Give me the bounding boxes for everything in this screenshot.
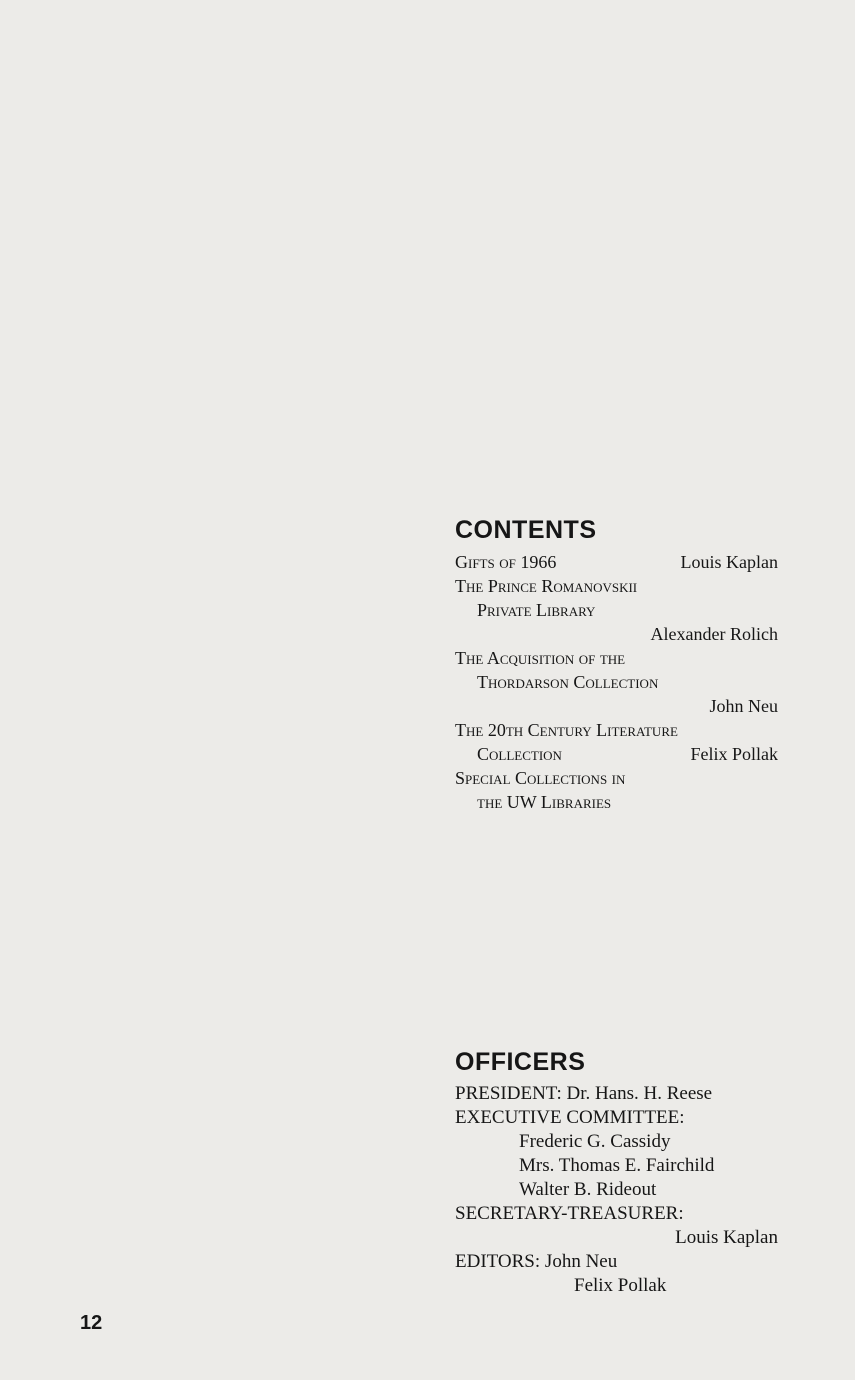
president-line: PRESIDENT: Dr. Hans. H. Reese bbox=[455, 1083, 713, 1104]
entry-title-continued: Thordarson Collection bbox=[477, 672, 659, 692]
officers-heading: OFFICERS bbox=[455, 1048, 586, 1076]
contents-entry bbox=[455, 550, 778, 574]
secretary-treasurer-label: SECRETARY-TREASURER: bbox=[455, 1203, 684, 1224]
committee-member: Walter B. Rideout bbox=[519, 1179, 657, 1200]
contents-entry bbox=[455, 718, 778, 766]
contents-list bbox=[455, 550, 778, 814]
entry-title-continued: Private Library bbox=[477, 600, 596, 620]
contents-heading: CONTENTS bbox=[455, 516, 597, 544]
editor-name: Felix Pollak bbox=[574, 1275, 667, 1296]
entry-author: John Neu bbox=[709, 696, 778, 716]
entry-title: The Acquisition of the bbox=[455, 648, 626, 668]
contents-entry bbox=[455, 766, 778, 814]
officers-list bbox=[455, 1082, 778, 1298]
entry-title: The Prince Romanovskii bbox=[455, 576, 638, 596]
entry-title-continued: Collection bbox=[477, 744, 562, 764]
page-number: 12 bbox=[80, 1312, 103, 1334]
entry-title: Special Collections in bbox=[455, 768, 626, 788]
entry-author: Felix Pollak bbox=[690, 744, 778, 764]
contents-entry bbox=[455, 574, 778, 646]
editors-label: EDITORS: bbox=[455, 1251, 541, 1272]
executive-committee-label: EXECUTIVE COMMITTEE: bbox=[455, 1107, 685, 1128]
committee-member: Mrs. Thomas E. Fairchild bbox=[519, 1155, 715, 1176]
entry-title: The 20th Century Literature bbox=[455, 720, 678, 740]
contents-entry bbox=[455, 646, 778, 718]
secretary-treasurer-name: Louis Kaplan bbox=[675, 1227, 778, 1248]
entry-author: Louis Kaplan bbox=[680, 552, 778, 572]
entry-author: Alexander Rolich bbox=[650, 624, 778, 644]
entry-title-continued: the UW Libraries bbox=[477, 792, 612, 812]
committee-member: Frederic G. Cassidy bbox=[519, 1131, 671, 1152]
editor-name: John Neu bbox=[544, 1251, 618, 1272]
entry-title: Gifts of 1966 bbox=[455, 552, 557, 572]
